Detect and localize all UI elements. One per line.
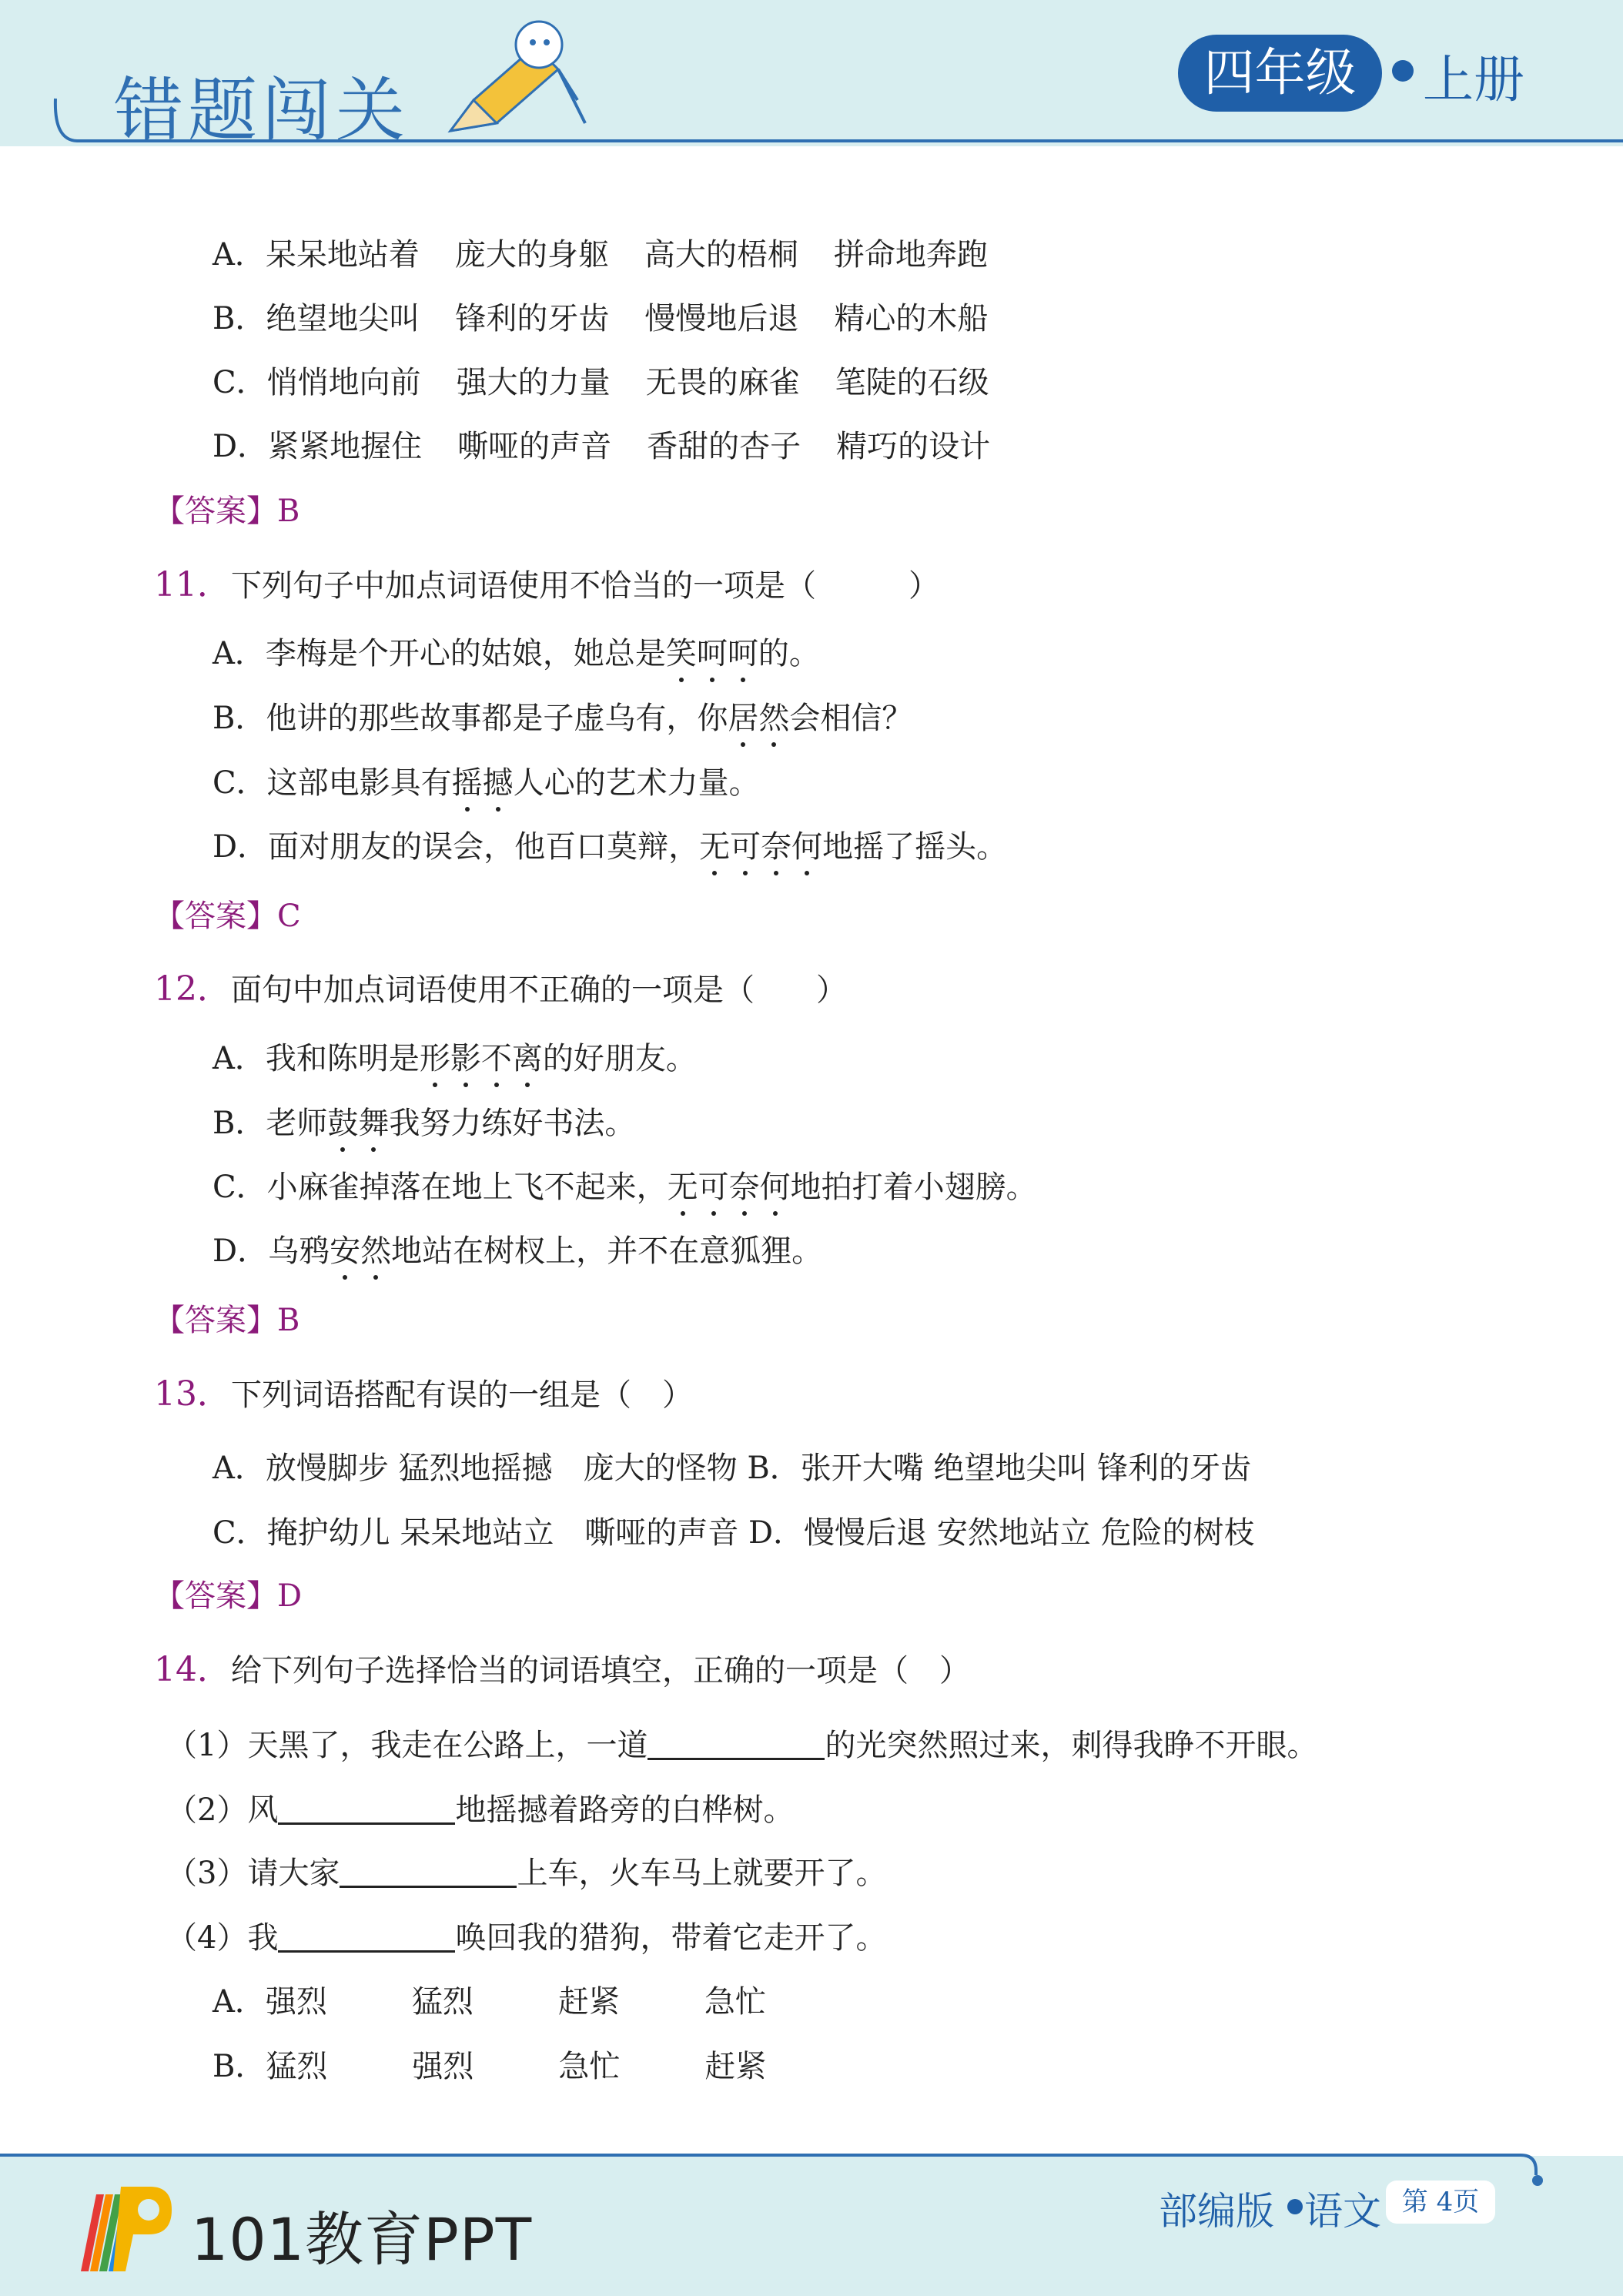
grade-badge: 四年级: [1178, 35, 1382, 112]
fill-blank: [648, 1727, 825, 1760]
volume-label: 上册: [1423, 50, 1524, 109]
q10-option-d: D．紧紧地握住 嘶哑的声音 香甜的杏子 精巧的设计: [212, 429, 991, 464]
q11-option-c: C．这部电影具有摇撼人心的艺术力量。: [212, 765, 760, 801]
fill-blank: [278, 1919, 455, 1953]
subject-label: 语文: [1304, 2189, 1381, 2234]
q11-option-a: A．李梅是个开心的姑娘，她总是笑呵呵的。: [212, 636, 820, 671]
fill-blank: [278, 1792, 455, 1825]
q12-stem: 12．面句中加点词语使用不正确的一项是（ ）: [154, 969, 847, 1009]
q13-stem: 13．下列词语搭配有误的一组是（ ）: [154, 1374, 693, 1414]
q13-options-row-1: A．放慢脚步 猛烈地摇撼 庞大的怪物 B．张开大嘴 绝望地尖叫 锋利的牙齿: [212, 1451, 1252, 1486]
q12-option-c: C．小麻雀掉落在地上飞不起来，无可奈何地拍打着小翅膀。: [212, 1170, 1037, 1205]
grade-separator-dot: [1392, 60, 1414, 82]
logo-text: 101教育PPT: [191, 2205, 533, 2274]
q14-sentence-4: （4）我 唤回我的猎狗，带着它走开了。: [166, 1920, 887, 1956]
q11-answer: 【答案】C: [154, 899, 301, 934]
q14-sentence-1: （1）天黑了，我走在公路上，一道 的光突然照过来，刺得我睁不开眼。: [166, 1728, 1318, 1763]
edition-label: 部编版: [1159, 2189, 1274, 2234]
q12-option-b: B．老师鼓舞我努力练好书法。: [212, 1106, 636, 1141]
q14-option-a: A．强烈 猛烈 赶紧 急忙: [212, 1984, 766, 2020]
page-number: 第 4页: [1386, 2181, 1495, 2224]
q14-sentence-3: （3）请大家 上车，火车马上就要开了。: [166, 1856, 887, 1891]
q12-option-a: A．我和陈明是形影不离的好朋友。: [212, 1041, 697, 1076]
q10-option-c: C．悄悄地向前 强大的力量 无畏的麻雀 笔陡的石级: [212, 365, 989, 400]
q10-option-a: A．呆呆地站着 庞大的身躯 高大的梧桐 拼命地奔跑: [212, 237, 988, 273]
q12-option-d: D．乌鸦安然地站在树杈上，并不在意狐狸。: [212, 1233, 823, 1269]
q13-answer: 【答案】D: [154, 1578, 303, 1614]
q12-answer: 【答案】B: [154, 1303, 300, 1338]
q11-option-b: B．他讲的那些故事都是子虚乌有，你居然会相信？: [212, 701, 913, 736]
q11-option-d: D．面对朋友的误会，他百口莫辩，无可奈何地摇了摇头。: [212, 829, 1008, 865]
q10-answer: 【答案】B: [154, 494, 300, 529]
q14-stem: 14．给下列句子选择恰当的词语填空，正确的一项是（ ）: [154, 1650, 970, 1689]
section-title: 错题闯关: [114, 70, 410, 151]
q10-option-b: B．绝望地尖叫 锋利的牙齿 慢慢地后退 精心的木船: [212, 301, 989, 336]
edition-separator-dot: [1287, 2199, 1303, 2214]
logo-icon: [73, 2179, 173, 2279]
q13-options-row-2: C．掩护幼儿 呆呆地站立 嘶哑的声音 D．慢慢后退 安然地站立 危险的树枝: [212, 1515, 1255, 1551]
q11-stem: 11．下列句子中加点词语使用不恰当的一项是（ ）: [154, 565, 939, 604]
q14-option-b: B．猛烈 强烈 急忙 赶紧: [212, 2049, 767, 2084]
fill-blank: [340, 1855, 517, 1888]
pencil-mascot-icon: [443, 15, 597, 139]
q14-sentence-2: （2）风 地摇撼着路旁的白桦树。: [166, 1792, 795, 1828]
